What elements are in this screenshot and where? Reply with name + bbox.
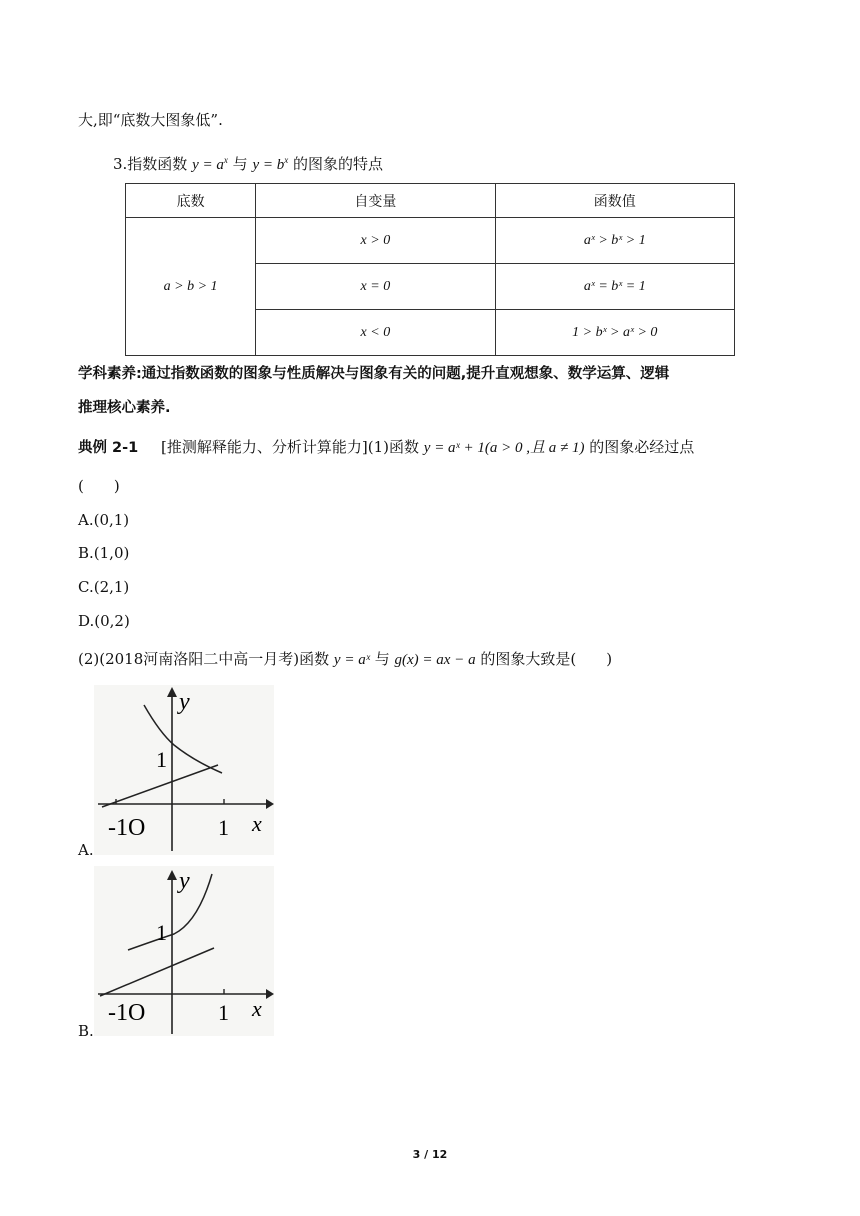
formula-b: $y = b^x$ bbox=[252, 155, 289, 173]
cell-value-3: 1 > bˣ > aˣ > 0 bbox=[495, 310, 734, 356]
question-2 bbox=[78, 649, 612, 670]
literacy-line-1: 学科素养:通过指数函数的图象与性质解决与图象有关的问题,提升直观想象、数学运算、逻辑 bbox=[78, 366, 670, 382]
example-tag: [推测解释能力、分析计算能力](1)函数 bbox=[161, 438, 419, 456]
y-label: y bbox=[179, 689, 190, 715]
option-b: B.(1,0) bbox=[78, 544, 130, 562]
section3-suffix: 的图象的特点 bbox=[293, 155, 384, 173]
header-value: 函数值 bbox=[495, 184, 734, 218]
q2-f2: g(x) = ax − a bbox=[394, 652, 476, 668]
option-a: A.(0,1) bbox=[78, 511, 130, 529]
cell-value-2: aˣ = bˣ = 1 bbox=[495, 264, 734, 310]
header-base: 底数 bbox=[126, 184, 256, 218]
example-label: 典例 2-1 bbox=[78, 440, 139, 456]
cell-base: a > b > 1 bbox=[126, 218, 256, 356]
q2-join: 与 bbox=[374, 650, 390, 668]
option-c: C.(2,1) bbox=[78, 578, 130, 596]
section3-heading bbox=[113, 150, 383, 175]
option-d: D.(0,2) bbox=[78, 612, 130, 630]
q2-tail: 的图象大致是( ) bbox=[480, 650, 613, 668]
x-one: 1 bbox=[218, 1000, 229, 1025]
x-label: x bbox=[252, 996, 262, 1021]
x-one: 1 bbox=[218, 815, 229, 840]
x-label: x bbox=[252, 811, 262, 836]
section3-prefix: 3.指数函数 bbox=[113, 155, 188, 173]
exponential-features-table bbox=[125, 183, 735, 356]
graph-b bbox=[94, 866, 274, 1036]
minus-one-origin: -1O bbox=[108, 1000, 146, 1026]
literacy-line-2: 推理核心素养. bbox=[78, 400, 171, 416]
header-variable: 自变量 bbox=[256, 184, 495, 218]
section3-join: 与 bbox=[232, 155, 248, 173]
example-formula: y = aˣ + 1(a > 0 ,且 a ≠ 1) bbox=[423, 440, 585, 456]
graph-option-a: A. bbox=[78, 841, 94, 859]
example-heading bbox=[78, 437, 694, 458]
cell-value-1: aˣ > bˣ > 1 bbox=[495, 218, 734, 264]
formula-a: $y = a^x$ bbox=[192, 155, 228, 173]
intro-line: 大,即“底数大图象低”. bbox=[78, 111, 223, 129]
answer-paren: ( ) bbox=[78, 477, 120, 495]
example-tail: 的图象必经过点 bbox=[589, 438, 695, 456]
q2-f1: y = aˣ bbox=[333, 652, 370, 668]
graph-a bbox=[94, 685, 274, 855]
cell-var-1: x > 0 bbox=[256, 218, 495, 264]
y-one: 1 bbox=[156, 747, 167, 772]
y-one: 1 bbox=[156, 920, 167, 945]
y-label: y bbox=[179, 868, 190, 894]
minus-one-origin: -1O bbox=[108, 815, 146, 841]
cell-var-2: x = 0 bbox=[256, 264, 495, 310]
graph-option-b: B. bbox=[78, 1022, 94, 1040]
page-number: 3 / 12 bbox=[412, 1148, 448, 1161]
cell-var-3: x < 0 bbox=[256, 310, 495, 356]
q2-prefix: (2)(2018河南洛阳二中高一月考)函数 bbox=[78, 650, 330, 668]
